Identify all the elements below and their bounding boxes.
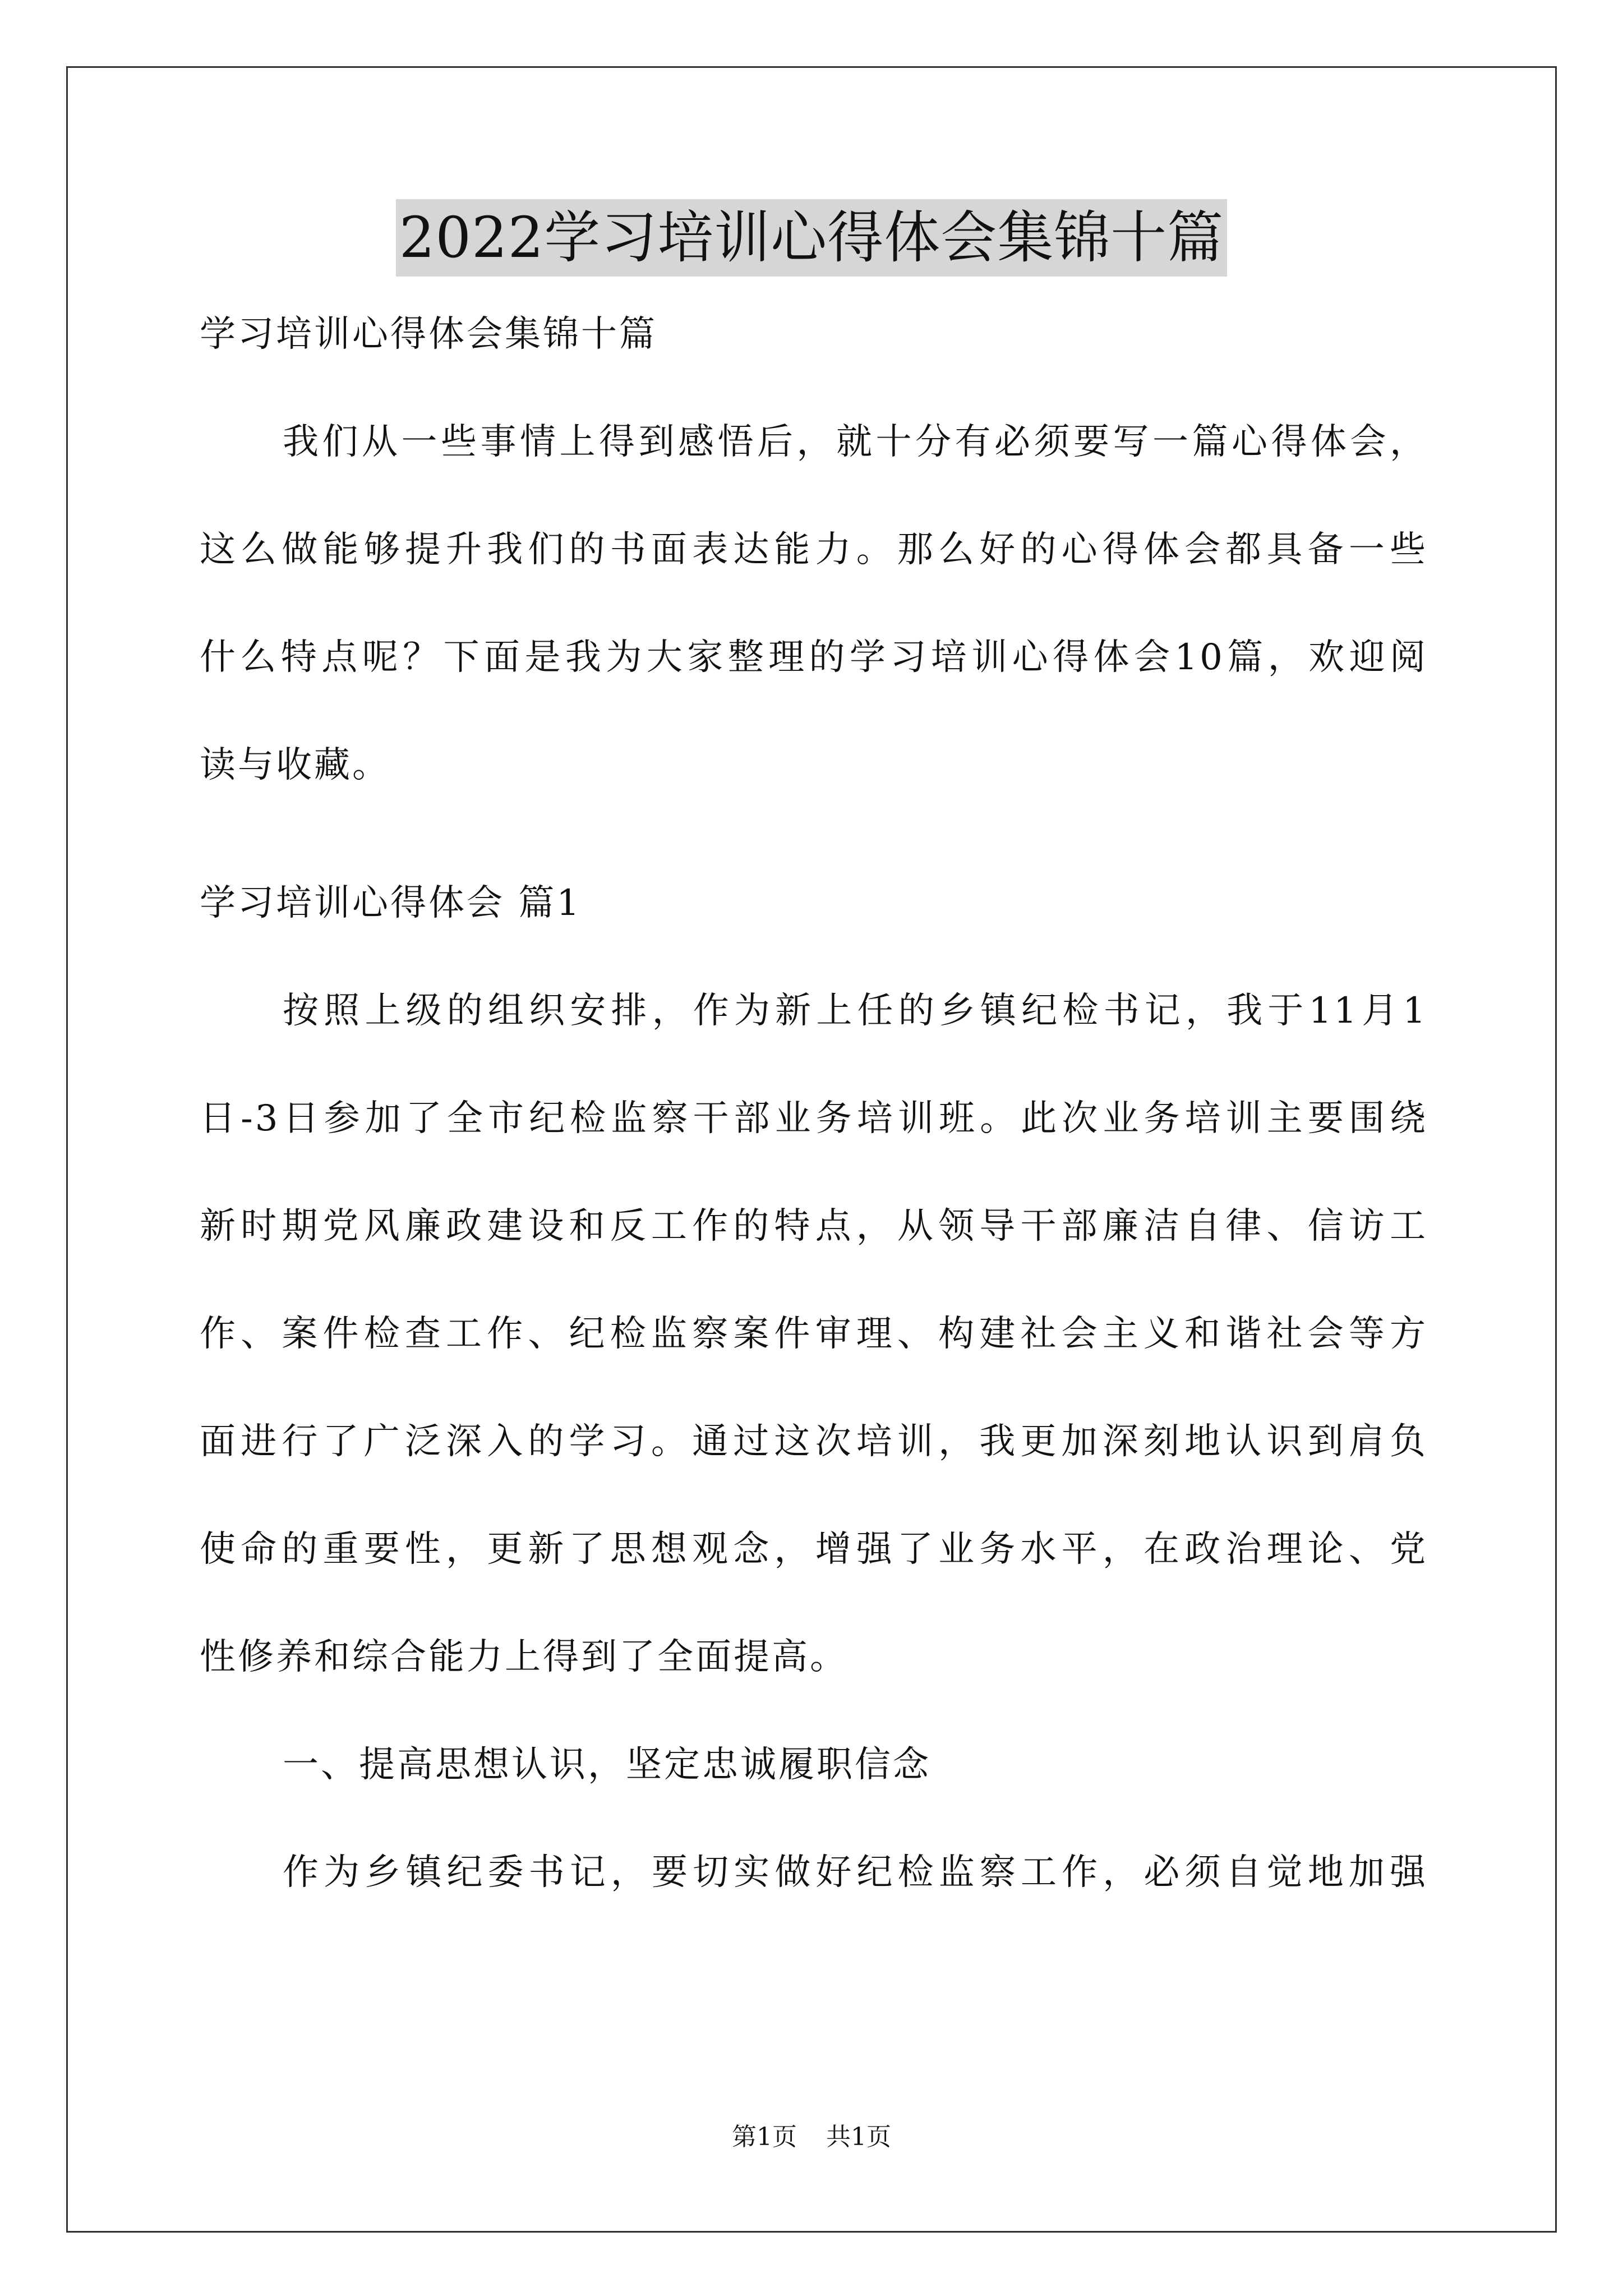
intro-line: 我们从一些事情上得到感悟后，就十分有必须要写一篇心得体会， <box>283 421 1428 463</box>
document-body <box>200 307 1428 1953</box>
paragraph-line: 使命的重要性，更新了思想观念，增强了业务水平，在政治理论、党 <box>200 1529 1428 1570</box>
document-subtitle: 学习培训心得体会集锦十篇 <box>200 314 657 355</box>
page-total: 共1页 <box>826 2123 891 2151</box>
intro-line: 读与收藏。 <box>200 744 390 786</box>
intro-line: 什么特点呢？下面是我为大家整理的学习培训心得体会10篇，欢迎阅 <box>200 637 1428 678</box>
page-footer <box>0 2120 1623 2154</box>
paragraph-line: 作为乡镇纪委书记，要切实做好纪检监察工作，必须自觉地加强 <box>283 1852 1428 1893</box>
document-title: 2022学习培训心得体会集锦十篇 <box>396 199 1228 277</box>
paragraph-line: 作、案件检查工作、纪检监察案件审理、构建社会主义和谐社会等方 <box>200 1313 1428 1355</box>
paragraph-line: 日-3日参加了全市纪检监察干部业务培训班。此次业务培训主要围绕 <box>200 1098 1428 1139</box>
page-number: 第1页 <box>732 2123 797 2151</box>
intro-line: 这么做能够提升我们的书面表达能力。那么好的心得体会都具备一些 <box>200 529 1428 570</box>
title-container <box>0 199 1623 277</box>
paragraph-line: 面进行了广泛深入的学习。通过这次培训，我更加深刻地认识到肩负 <box>200 1421 1428 1462</box>
section-heading: 学习培训心得体会 篇1 <box>200 882 582 924</box>
paragraph-line: 新时期党风廉政建设和反工作的特点，从领导干部廉洁自律、信访工 <box>200 1205 1428 1247</box>
paragraph-line: 性修养和综合能力上得到了全面提高。 <box>200 1636 848 1678</box>
point-heading: 一、提高思想认识，坚定忠诚履职信念 <box>283 1744 931 1786</box>
paragraph-line: 按照上级的组织安排，作为新上任的乡镇纪检书记，我于11月1 <box>283 990 1428 1032</box>
